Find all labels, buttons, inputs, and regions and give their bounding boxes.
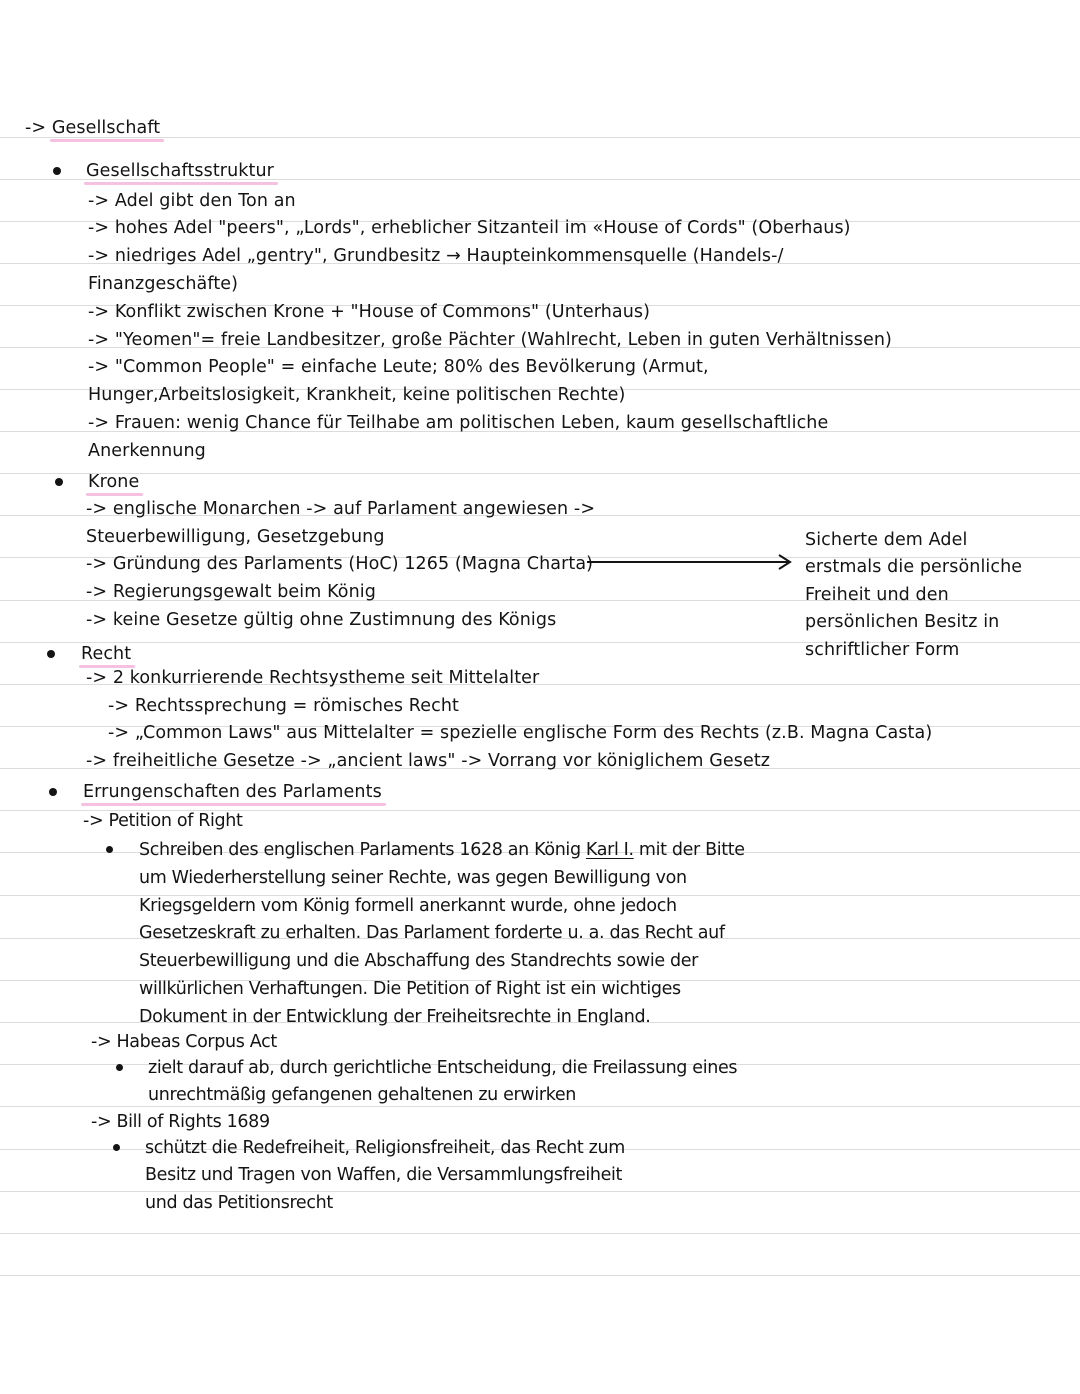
side-note-line: Sicherte dem Adel (805, 530, 968, 550)
note-line: -> „Common Laws" aus Mittelalter = spezielle englische Form des Rechts (z.B. Magna Casta) (108, 723, 933, 743)
bullet-icon (49, 788, 57, 796)
heading-arrow: -> (25, 118, 52, 138)
side-note-line: Freiheit und den (805, 585, 949, 605)
bullet-icon (113, 1144, 120, 1151)
note-line: schützt die Redefreiheit, Religionsfreiheit, das Recht zum (145, 1138, 625, 1158)
note-line: -> Frauen: wenig Chance für Teilhabe am politischen Leben, kaum gesellschaftliche (88, 413, 829, 433)
rule-line (0, 1106, 1080, 1107)
note-line: Besitz und Tragen von Waffen, die Versammlungsfreiheit (145, 1165, 623, 1185)
note-line: -> Regierungsgewalt beim König (86, 582, 376, 602)
note-line: -> niedriges Adel „gentry", Grundbesitz → Haupteinkommensquelle (Handels-/ (88, 246, 784, 266)
topic-label: -> Petition of Right (83, 811, 243, 831)
note-line: -> Gründung des Parlaments (HoC) 1265 (Magna Charta) (86, 554, 594, 574)
note-line: Kriegsgeldern vom König formell anerkannt wurde, ohne jedoch (139, 896, 677, 916)
note-line: Steuerbewilligung und die Abschaffung des Standrechts sowie der (139, 951, 698, 971)
note-line: -> freiheitliche Gesetze -> „ancient laws" -> Vorrang vor königlichem Gesetz (86, 751, 771, 771)
note-line: -> "Common People" = einfache Leute; 80% des Bevölkerung (Armut, (88, 357, 709, 377)
side-note-line: erstmals die persönliche (805, 557, 1023, 577)
note-line: um Wiederherstellung seiner Rechte, was gegen Bewilligung von (139, 868, 687, 888)
note-line: -> 2 konkurrierende Rechtsystheme seit Mittelalter (86, 668, 540, 688)
side-note-line: schriftlicher Form (805, 640, 960, 660)
subsection-title: Recht (81, 644, 132, 664)
rule-line (0, 137, 1080, 138)
note-line: -> Rechtssprechung = römisches Recht (108, 696, 459, 716)
side-note-line: persönlichen Besitz in (805, 612, 1000, 632)
bullet-icon (53, 167, 61, 175)
rule-line (0, 1275, 1080, 1276)
subsection-title: Gesellschaftsstruktur (86, 161, 274, 181)
bullet-icon (55, 478, 63, 486)
bullet-icon (116, 1064, 123, 1071)
note-line: zielt darauf ab, durch gerichtliche Entscheidung, die Freilassung eines (148, 1058, 738, 1078)
note-line: unrechtmäßig gefangenen gehaltenen zu erwirken (148, 1085, 577, 1105)
topic-label: -> Habeas Corpus Act (91, 1032, 277, 1052)
note-line: -> Adel gibt den Ton an (88, 191, 296, 211)
note-line: Steuerbewilligung, Gesetzgebung (86, 527, 385, 547)
subsection-title: Krone (88, 472, 140, 492)
subsection-title: Errungenschaften des Parlaments (83, 782, 382, 802)
rule-line (0, 1233, 1080, 1234)
note-line: und das Petitionsrecht (145, 1193, 333, 1213)
note-line: Dokument in der Entwicklung der Freiheitsrechte in England. (139, 1007, 651, 1027)
underlined-name: Karl I. (585, 840, 634, 860)
heading-title: Gesellschaft (51, 118, 161, 138)
note-line: -> hohes Adel "peers", „Lords", erheblicher Sitzanteil im «House of Cords" (Oberhaus) (88, 218, 851, 238)
section-heading (25, 117, 160, 139)
note-line: -> "Yeomen"= freie Landbesitzer, große Pächter (Wahlrecht, Leben in guten Verhältnissen) (88, 330, 892, 350)
note-line: -> Konflikt zwischen Krone + "House of Commons" (Unterhaus) (88, 302, 651, 322)
note-line: Hunger,Arbeitslosigkeit, Krankheit, keine politischen Rechte) (88, 385, 626, 405)
note-line: Finanzgeschäfte) (88, 274, 239, 294)
note-line: Schreiben des englischen Parlaments 1628 an König Karl I. mit der Bitte (139, 840, 745, 860)
note-line: Anerkennung (88, 441, 206, 461)
note-line: -> englische Monarchen -> auf Parlament angewiesen -> (86, 499, 596, 519)
right-arrow-icon (585, 554, 795, 572)
rule-line (0, 473, 1080, 474)
bullet-icon (106, 846, 113, 853)
note-line: -> keine Gesetze gültig ohne Zustimnung des Königs (86, 610, 557, 630)
note-line: Gesetzeskraft zu erhalten. Das Parlament forderte u. a. das Recht auf (139, 923, 725, 943)
topic-label: -> Bill of Rights 1689 (91, 1112, 270, 1132)
note-line: willkürlichen Verhaftungen. Die Petition of Right ist ein wichtiges (139, 979, 681, 999)
bullet-icon (47, 650, 55, 658)
